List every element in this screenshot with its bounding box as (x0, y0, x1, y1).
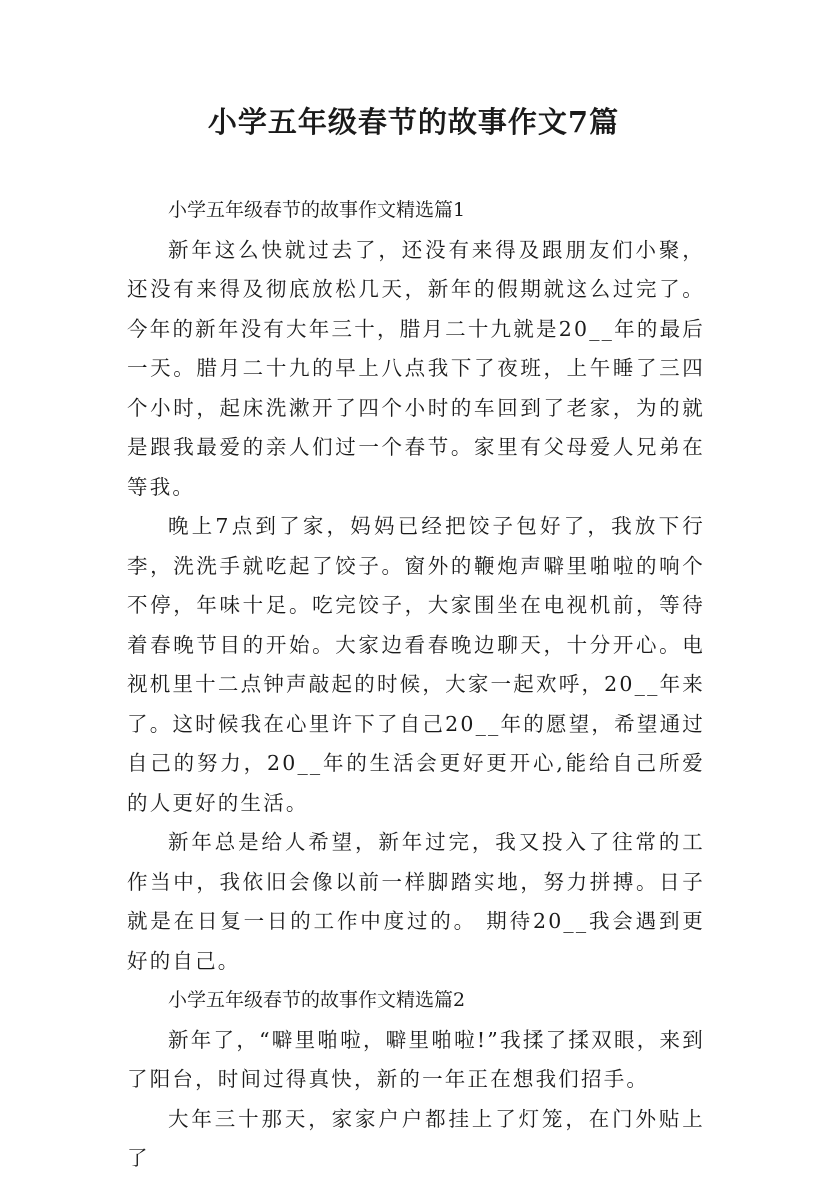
section-1-paragraph-3: 新年总是给人希望，新年过完，我又投入了往常的工作当中，我依旧会像以前一样脚踏实地，努力拼搏。日子就是在日复一日的工作中度过的。 期待20__我会遇到更好的自己。 (127, 830, 705, 973)
section-2-paragraph-1: 新年了，“噼里啪啦，噼里啪啦!”我揉了揉双眼，来到了阳台，时间过得真快，新的一年正在想我们招手。 (127, 1027, 705, 1091)
section-heading-1: 小学五年级春节的故事作文精选篇1 (168, 199, 466, 221)
document-title: 小学五年级春节的故事作文7篇 (207, 105, 620, 139)
section-1-paragraph-2: 晚上7点到了家，妈妈已经把饺子包好了，我放下行李，洗洗手就吃起了饺子。窗外的鞭炮声噼里啪啦的响个不停，年味十足。吃完饺子，大家围坐在电视机前，等待着春晚节目的开始。大家边看春晚边聊天，十分开心。电视机里十二点钟声敲起的时候，大家一起欢呼，20__年来了。这时候我在心里许下了自己20__年的愿望，希望通过自己的努力，20__年的生活会更好更开心,能给自己所爱的人更好的生活。 (127, 514, 705, 815)
section-2-paragraph-2: 大年三十那天，家家户户都挂上了灯笼，在门外贴上了 (127, 1106, 705, 1170)
section-1-paragraph-1: 新年这么快就过去了，还没有来得及跟朋友们小聚，还没有来得及彻底放松几天，新年的假期就这么过完了。今年的新年没有大年三十，腊月二十九就是20__年的最后一天。腊月二十九的早上八点我下了夜班，上午睡了三四个小时，起床洗漱开了四个小时的车回到了老家，为的就是跟我最爱的亲人们过一个春节。家里有父母爱人兄弟在等我。 (127, 237, 705, 499)
section-heading-2: 小学五年级春节的故事作文精选篇2 (168, 989, 466, 1011)
document-body (127, 191, 705, 1179)
